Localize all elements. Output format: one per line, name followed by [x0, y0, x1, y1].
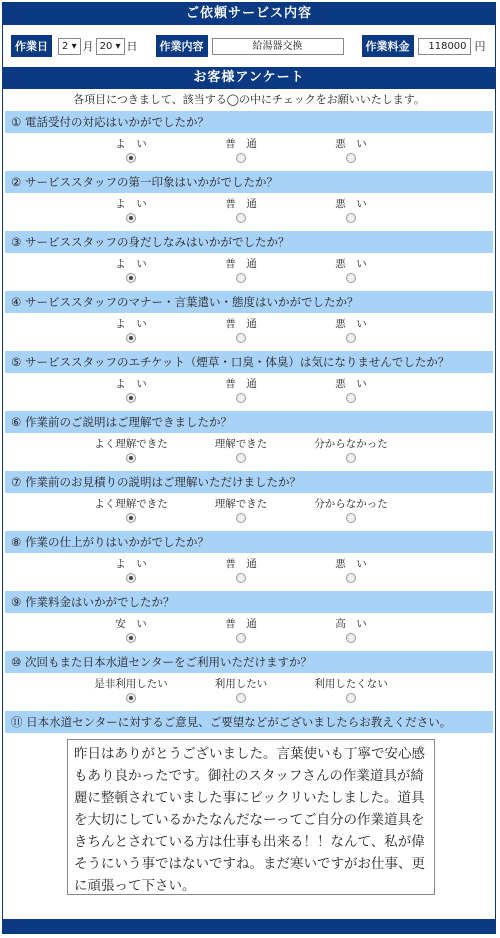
radio-unchecked-icon[interactable]	[236, 453, 246, 463]
comment-area	[3, 733, 495, 905]
radio-unchecked-icon[interactable]	[236, 693, 246, 703]
radio-option[interactable]	[181, 497, 301, 526]
radio-option[interactable]	[71, 197, 191, 226]
question-8: ⑧ 作業の仕上がりはいかがでしたか？	[5, 531, 493, 553]
radio-unchecked-icon[interactable]	[346, 153, 356, 163]
radio-option[interactable]	[291, 497, 411, 526]
radio-checked-icon[interactable]	[126, 693, 136, 703]
option-label: 悪 い	[335, 138, 367, 150]
option-label: 分からなかった	[314, 438, 388, 450]
question-9: ⑨ 作業料金はいかがでしたか？	[5, 591, 493, 613]
day-value: 20	[99, 40, 113, 52]
question-1: ① 電話受付の対応はいかがでしたか？	[5, 111, 493, 133]
option-label: 悪 い	[335, 318, 367, 330]
radio-option[interactable]	[291, 197, 411, 226]
radio-option[interactable]	[181, 557, 301, 586]
radio-option[interactable]	[71, 617, 191, 646]
option-label: よ い	[115, 558, 147, 570]
survey-intro: 各項目につきまして、該当する◯の中にチェックをお願いいたします。	[73, 93, 425, 106]
option-label: 悪 い	[335, 378, 367, 390]
question-list	[3, 111, 495, 711]
option-label: 普 通	[225, 198, 257, 210]
option-label: 普 通	[225, 138, 257, 150]
radio-unchecked-icon[interactable]	[236, 633, 246, 643]
question-options	[3, 373, 495, 411]
radio-option[interactable]	[181, 317, 301, 346]
question-6: ⑥ 作業前のご説明はご理解できましたか？	[5, 411, 493, 433]
question-options	[3, 493, 495, 531]
radio-checked-icon[interactable]	[126, 333, 136, 343]
option-label: 理解できた	[214, 438, 268, 450]
radio-unchecked-icon[interactable]	[236, 513, 246, 523]
radio-option[interactable]	[71, 137, 191, 166]
radio-checked-icon[interactable]	[126, 513, 136, 523]
survey-header: お客様アンケート	[3, 67, 495, 89]
option-label: 悪 い	[335, 198, 367, 210]
chevron-down-icon: ▾	[71, 40, 77, 52]
radio-unchecked-icon[interactable]	[346, 393, 356, 403]
radio-option[interactable]	[291, 617, 411, 646]
question-options	[3, 193, 495, 231]
option-label: よく理解できた	[94, 438, 168, 450]
radio-option[interactable]	[291, 257, 411, 286]
radio-unchecked-icon[interactable]	[236, 213, 246, 223]
radio-option[interactable]	[291, 437, 411, 466]
option-label: 分からなかった	[314, 498, 388, 510]
radio-unchecked-icon[interactable]	[236, 393, 246, 403]
radio-option[interactable]	[71, 557, 191, 586]
option-label: 高 い	[335, 618, 367, 630]
work-content-label: 作業内容	[156, 35, 208, 57]
month-select[interactable]	[58, 38, 81, 55]
radio-checked-icon[interactable]	[126, 273, 136, 283]
radio-unchecked-icon[interactable]	[346, 453, 356, 463]
chevron-down-icon: ▾	[115, 40, 121, 52]
option-label: よ い	[115, 198, 147, 210]
comment-textarea[interactable]: 昨日はありがとうございました。言葉使いも丁寧で安心感もあり良かったです。御社のスタッフさんの作業道具が綺麗に整頓されていました事にビックリいたしました。道具を大切にしているかたなんだなーってご自分の作業道具をきちんとされている方は仕事も出来る！！なんて、私が偉そうにいう事ではないですね。まだ寒いですがお仕事、更に頑張って下さい。	[67, 739, 435, 895]
month-unit: 月	[82, 40, 94, 53]
question-3: ③ サービススタッフの身だしなみはいかがでしたか？	[5, 231, 493, 253]
radio-unchecked-icon[interactable]	[236, 573, 246, 583]
question-options	[3, 253, 495, 291]
option-label: 悪 い	[335, 258, 367, 270]
month-value: 2	[62, 40, 69, 52]
option-label: 利用したくない	[314, 678, 388, 690]
survey-form	[2, 2, 496, 934]
radio-checked-icon[interactable]	[126, 573, 136, 583]
option-label: よ い	[115, 378, 147, 390]
option-label: 是非利用したい	[94, 678, 168, 690]
question-5: ⑤ サービススタッフのエチケット（煙草・口臭・体臭）は気になりませんでしたか？	[5, 351, 493, 373]
question-7: ⑦ 作業前のお見積りの説明はご理解いただけましたか？	[5, 471, 493, 493]
question-10: ⑩ 次回もまた日本水道センターをご利用いただけますか？	[5, 651, 493, 673]
option-label: 普 通	[225, 618, 257, 630]
radio-unchecked-icon[interactable]	[346, 573, 356, 583]
radio-unchecked-icon[interactable]	[346, 693, 356, 703]
radio-unchecked-icon[interactable]	[346, 333, 356, 343]
radio-option[interactable]	[181, 197, 301, 226]
radio-option[interactable]	[291, 677, 411, 706]
question-options	[3, 133, 495, 171]
radio-unchecked-icon[interactable]	[236, 153, 246, 163]
question-11: ⑪ 日本水道センターに対するご意見、ご要望などがございましたらお教えください。	[5, 711, 493, 733]
radio-option[interactable]	[291, 377, 411, 406]
radio-option[interactable]	[181, 257, 301, 286]
radio-unchecked-icon[interactable]	[236, 333, 246, 343]
footer-bar	[3, 919, 495, 933]
question-options	[3, 433, 495, 471]
service-header: ご依頼サービス内容	[3, 3, 495, 25]
option-label: 普 通	[225, 318, 257, 330]
radio-option[interactable]	[71, 377, 191, 406]
option-label: 利用したい	[214, 678, 268, 690]
radio-option[interactable]	[71, 677, 191, 706]
option-label: よ い	[115, 138, 147, 150]
radio-option[interactable]	[291, 317, 411, 346]
radio-option[interactable]	[291, 137, 411, 166]
question-options	[3, 553, 495, 591]
option-label: よ い	[115, 258, 147, 270]
option-label: 普 通	[225, 378, 257, 390]
option-label: よく理解できた	[94, 498, 168, 510]
radio-option[interactable]	[71, 257, 191, 286]
radio-unchecked-icon[interactable]	[346, 513, 356, 523]
radio-unchecked-icon[interactable]	[346, 633, 356, 643]
work-date-label: 作業日	[11, 35, 52, 57]
option-label: 悪 い	[335, 558, 367, 570]
radio-unchecked-icon[interactable]	[346, 213, 356, 223]
question-options	[3, 613, 495, 651]
work-content-field[interactable]: 給湯器交換	[212, 38, 344, 55]
option-label: 普 通	[225, 558, 257, 570]
radio-checked-icon[interactable]	[126, 153, 136, 163]
radio-checked-icon[interactable]	[126, 453, 136, 463]
work-fee-field[interactable]: 118000	[418, 38, 471, 55]
radio-option[interactable]	[71, 437, 191, 466]
service-row	[3, 25, 495, 67]
radio-option[interactable]	[71, 497, 191, 526]
option-label: 理解できた	[214, 498, 268, 510]
radio-option[interactable]	[181, 437, 301, 466]
radio-checked-icon[interactable]	[126, 633, 136, 643]
radio-option[interactable]	[181, 137, 301, 166]
radio-checked-icon[interactable]	[126, 393, 136, 403]
radio-option[interactable]	[71, 317, 191, 346]
option-label: よ い	[115, 318, 147, 330]
day-select[interactable]	[96, 38, 125, 55]
option-label: 普 通	[225, 258, 257, 270]
radio-option[interactable]	[181, 617, 301, 646]
work-fee-label: 作業料金	[362, 35, 414, 57]
radio-option[interactable]	[181, 377, 301, 406]
option-label: 安 い	[115, 618, 147, 630]
fee-unit: 円	[474, 40, 486, 53]
question-options	[3, 313, 495, 351]
question-4: ④ サービススタッフのマナー・言葉遣い・態度はいかがでしたか？	[5, 291, 493, 313]
radio-option[interactable]	[291, 557, 411, 586]
radio-option[interactable]	[181, 677, 301, 706]
radio-checked-icon[interactable]	[126, 213, 136, 223]
day-unit: 日	[126, 40, 138, 53]
question-options	[3, 673, 495, 711]
question-2: ② サービススタッフの第一印象はいかがでしたか？	[5, 171, 493, 193]
radio-unchecked-icon[interactable]	[236, 273, 246, 283]
radio-unchecked-icon[interactable]	[346, 273, 356, 283]
